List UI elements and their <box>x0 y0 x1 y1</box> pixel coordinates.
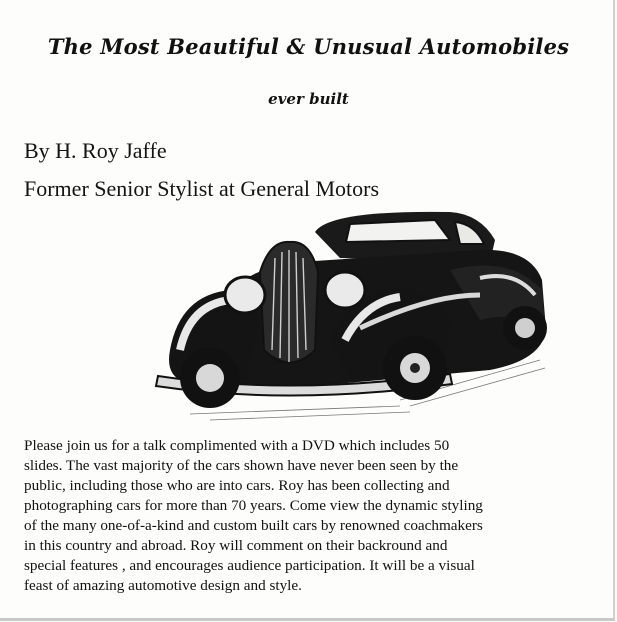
flyer-title: The Most Beautiful & Unusual Automobiles <box>47 34 570 59</box>
description-line: photographing cars for more than 70 years. Come view the dynamic styling <box>24 497 483 514</box>
description-line: in this country and abroad. Roy will comment on their backround and <box>24 537 448 554</box>
author-name: By H. Roy Jaffe <box>24 138 167 163</box>
event-description <box>24 436 584 596</box>
description-line: slides. The vast majority of the cars shown have never been seen by the <box>24 457 459 474</box>
description-line: feast of amazing automotive design and style. <box>24 577 302 594</box>
author-role: Former Senior Stylist at General Motors <box>24 176 380 201</box>
description-line: public, including those who are into cars. Roy has been collecting and <box>24 477 450 494</box>
flyer-subtitle: ever built <box>268 90 349 108</box>
description-line: Please join us for a talk complimented with a DVD which includes 50 <box>24 437 450 454</box>
vintage-car-illustration <box>150 200 565 435</box>
description-line: special features , and encourages audience participation. It will be a visual <box>24 557 475 574</box>
description-line: of the many one-of-a-kind and custom built cars by renowned coachmakers <box>24 517 483 534</box>
